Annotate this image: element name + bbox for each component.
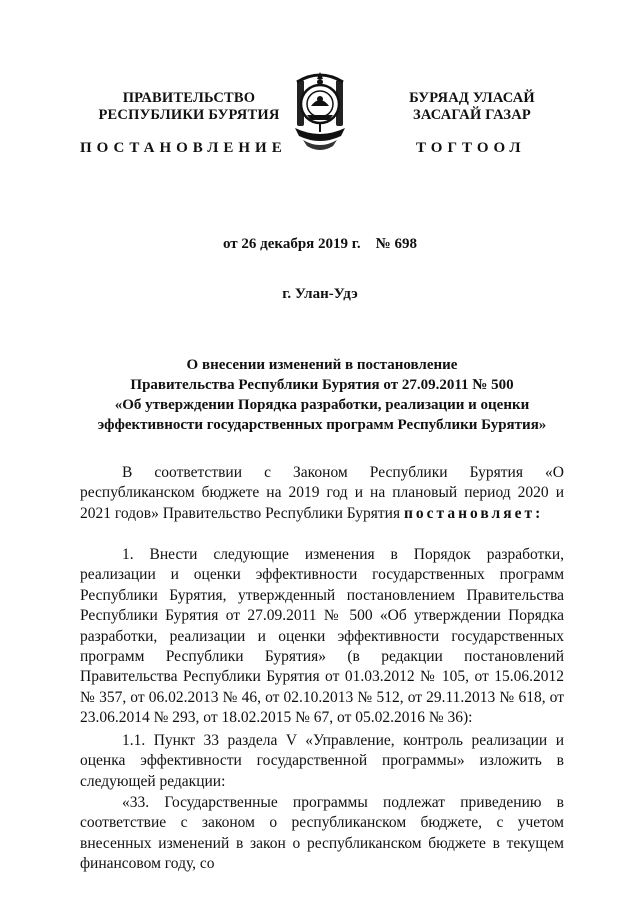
title-line2: Правительства Республики Бурятия от 27.09.2011 № 500 <box>130 377 514 393</box>
city: г. Улан-Удэ <box>282 286 358 302</box>
header-left-line1: ПРАВИТЕЛЬСТВО <box>122 90 256 106</box>
title-line3: «Об утверждении Порядка разработки, реализации и оценки <box>114 397 530 413</box>
preamble-verb: постановляет: <box>403 504 544 522</box>
title-line1: О внесении изменений в постановление <box>186 357 458 373</box>
coat-of-arms-icon <box>289 70 351 154</box>
doctype-right: ТОГТООЛ <box>416 140 526 156</box>
preamble-paragraph <box>80 463 564 524</box>
header-right-block <box>388 90 556 124</box>
header-left-line2: РЕСПУБЛИКИ БУРЯТИЯ <box>98 107 280 123</box>
title-line4: эффективности государственных программ Республики Бурятия» <box>97 417 547 433</box>
paragraph-33: «33. Государственные программы подлежат приведению в соответствие с законом о республиканском бюджете, с учетом внесенных изменений в закон о республиканском бюджете в текущем финансовом году, со <box>80 794 564 873</box>
preamble-text: В соответствии с Законом Республики Бурятия «О республиканском бюджете на 2019 год и на плановый период 2020 и 2021 годов» Правительство Республики Бурятия <box>80 464 564 522</box>
date-number: от 26 декабря 2019 г. № 698 <box>223 236 417 252</box>
document-title <box>80 355 564 435</box>
header-right-line1: БУРЯАД УЛАСАЙ <box>409 90 535 106</box>
header-left-block <box>86 90 292 124</box>
doctype-left: ПОСТАНОВЛЕНИЕ <box>80 140 287 156</box>
header-right-line2: ЗАСАГАЙ ГАЗАР <box>413 107 531 123</box>
paragraph-1: 1. Внести следующие изменения в Порядок разработки, реализации и оценки эффективности государственных программ Республики Бурятия, утвержденный постановлением Правительства Республики Бурятия от 27.09.2011 № 500 «Об утверждении Порядка разработки, реализации и оценки эффективности государственных программ Республики Бурятия» (в редакции постановлений Правительства Республики Бурятия от 01.03.2012 № 105, от 15.06.2012 № 357, от 06.02.2013 № 46, от 02.10.2013 № 512, от 29.11.2013 № 618, от 23.06.2014 № 293, от 18.02.2015 № 67, от 05.02.2016 № 36): <box>80 546 564 727</box>
paragraph-1-1: 1.1. Пункт 33 раздела V «Управление, контроль реализации и оценка эффективности государственной программы» изложить в следующей редакции: <box>80 732 564 790</box>
